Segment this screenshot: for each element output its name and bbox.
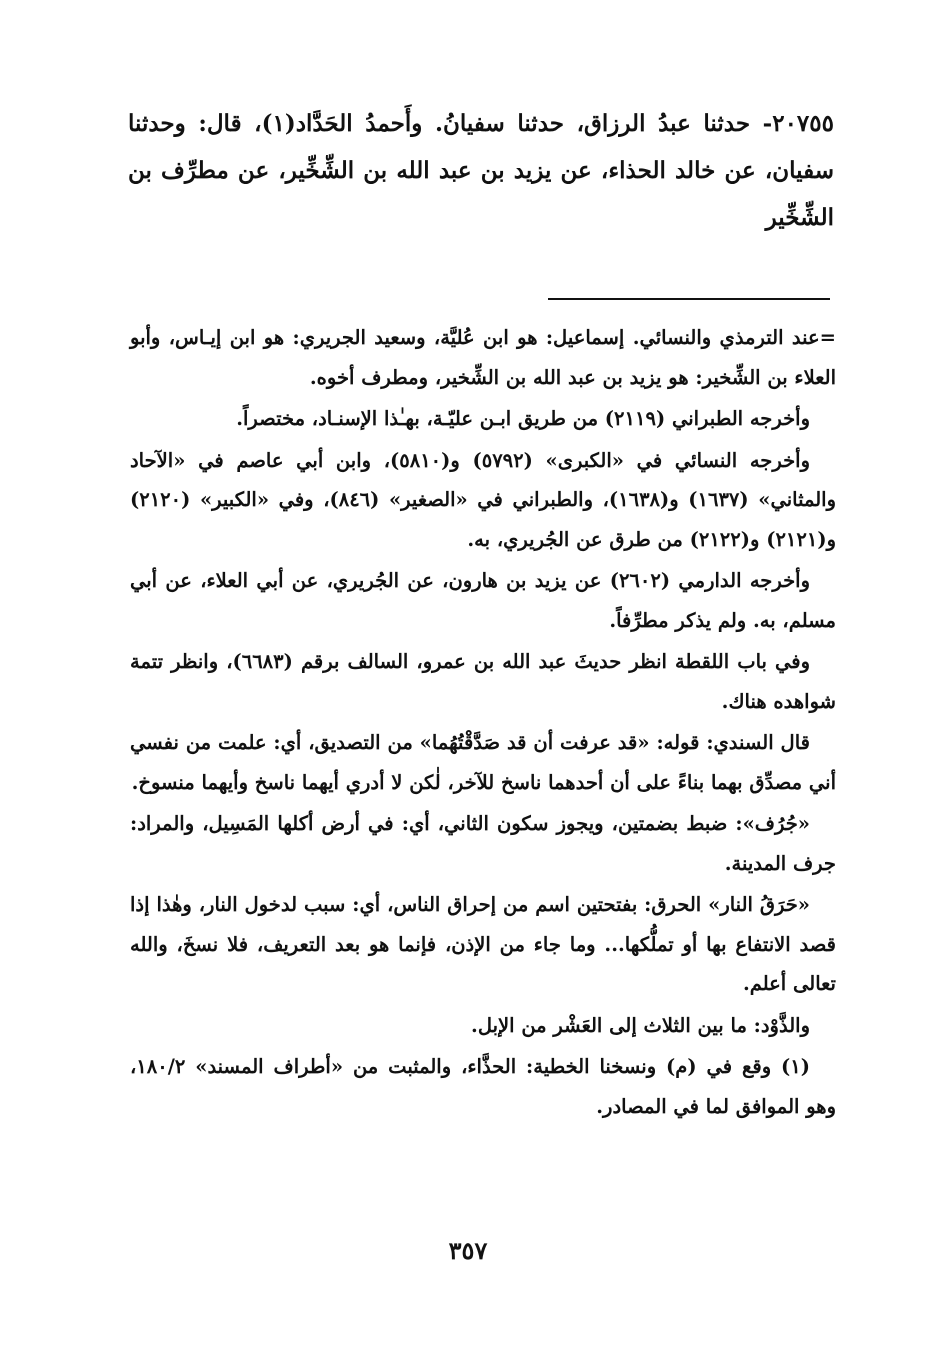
footnote-paragraph: (١) وقع في (م) ونسخنا الخطية: الحذَّاء، والمثبت من «أطراف المسند» ١٨٠/٢، وهو الموافق لما في المصادر. [130, 1055, 836, 1118]
footnote-paragraph: «حَرَقُ النار» الحرق: بفتحتين اسم من إحراق الناس، أي: سبب لدخول النار، وهٰذا إذا قصد الانتفاع بها أو تملُّكها... وما جاء من الإذن، فإنما هو بعد التعريف، فلا نسخَ، والله تعالى أعلم. [130, 893, 836, 995]
main-hadith-text [128, 100, 834, 241]
footnote-paragraph: قال السندي: قوله: «قد عرفت أن قد صَدَّقْتُهُما» من التصديق، أي: علمت من نفسي أني مصدِّق بهما بناءً على أن أحدهما ناسخ للآخر، لٰكن لا أدري أيهما ناسخ وأيهما منسوخ. [130, 731, 836, 794]
footnote-paragraph: وأخرجه الطبراني (٢١١٩) من طريق ابـن عليّـة، بهـٰذا الإسنـاد، مختصراً. [236, 407, 810, 430]
footnote-paragraph: وأخرجه النسائي في «الكبرى» (٥٧٩٢) و(٥٨١٠)، وابن أبي عاصم في «الآحاد والمثاني» (١٦٣٧) و(١٦٣٨)، والطبراني في «الصغير» (٨٤٦)، وفي «الكبير» (٢١٢٠) و(٢١٢١) و(٢١٢٢) من طرق عن الجُريري، به. [130, 448, 836, 551]
hadith-paragraph: ٢٠٧٥٥- حدثنا عبدُ الرزاق، حدثنا سفيانُ. وأَحمدُ الحَدَّاد(١)، قال: وحدثنا سفيان، عن خالد الحذاء، عن يزيد بن عبد الله بن الشِّخِّير، عن مطرِّف بن الشِّخِّير [128, 110, 834, 231]
footnote-paragraph: =عند الترمذي والنسائي. إسماعيل: هو ابن عُليَّة، وسعيد الجريري: هو ابن إيـاس، وأبو العلاء بن الشِّخير: هو يزيد بن عبد الله بن الشِّخير، ومطرف أخوه. [130, 326, 836, 389]
footnote-paragraph: وأخرجه الدارمي (٢٦٠٢) عن يزيد بن هارون، عن الجُريري، عن أبي العلاء، عن أبي مسلم، به. ولم يذكر مطرِّفاً. [130, 569, 836, 632]
footnote-paragraph: والذَّوْد: ما بين الثلاث إلى العَشْر من الإبل. [471, 1013, 810, 1037]
footnote-paragraph: «جُرُف»: ضبط بضمتين، ويجوز سكون الثاني، أي: في أرض أكلها المَسِيل، والمراد: جرف المدينة. [130, 812, 836, 875]
footnote-paragraph: وفي باب اللقطة انظر حديثَ عبد الله بن عمرو، السالف برقم (٦٦٨٣)، وانظر تتمة شواهده هناك. [130, 650, 836, 713]
page-number: ٣٥٧ [448, 1236, 488, 1265]
footnote-divider [548, 298, 830, 300]
footnotes-section [130, 318, 836, 1128]
